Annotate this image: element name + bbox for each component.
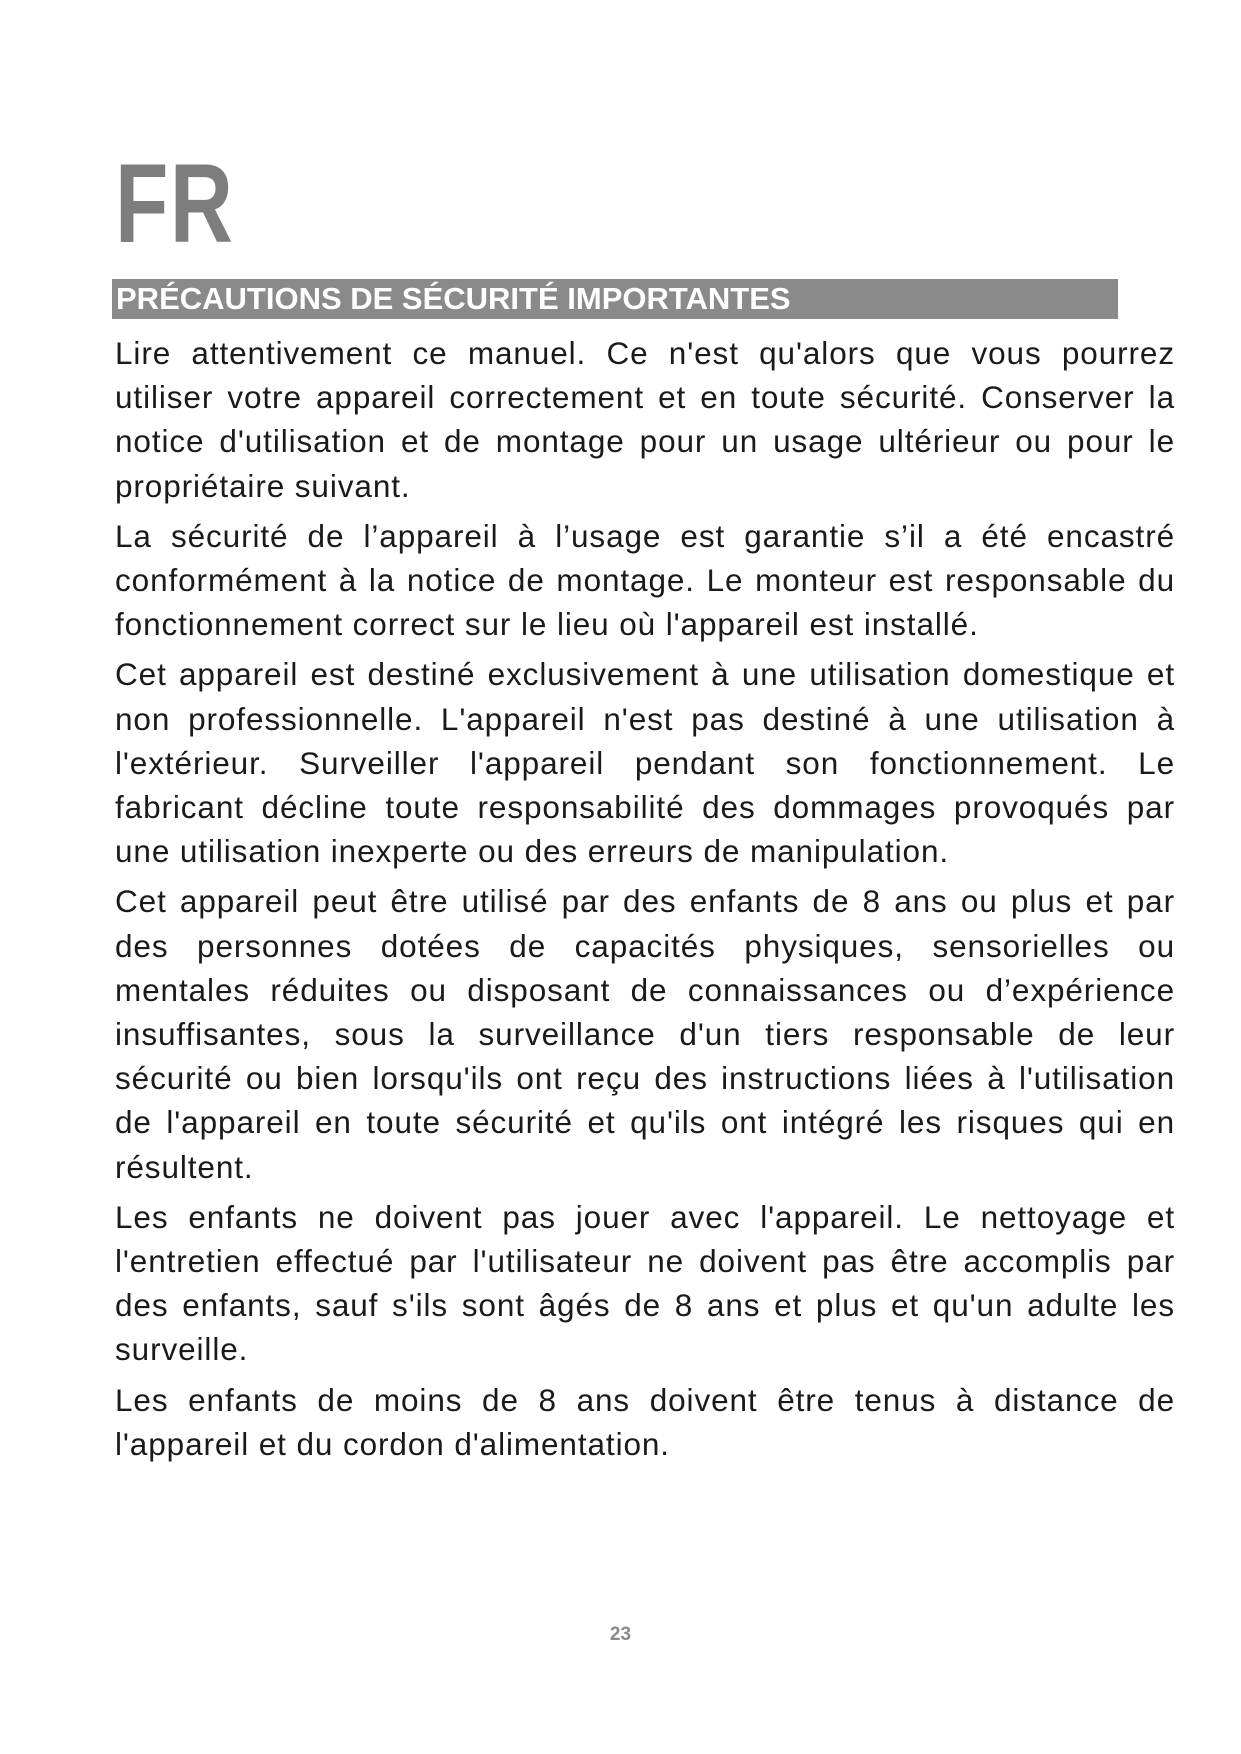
section-title-bar [112,279,1118,319]
section-title: PRÉCAUTIONS DE SÉCURITÉ IMPORTANTES [116,281,791,316]
paragraph-domestic-use: Cet appareil est destiné exclusivement à une utilisation domestique et non professionnelle. L'appareil n'est pas destiné à une utilisation à l'extérieur. Surveiller l'appareil pendant son fonctionnement. Le fabricant décline toute responsabilité des dommages provoqués par une utilisation inexperte ou des erreurs de manipulation. [115,656,1175,870]
language-code: FR [115,141,235,266]
paragraph-children-distance: Les enfants de moins de 8 ans doivent être tenus à distance de l'appareil et du cordon d'alimentation. [115,1381,1175,1462]
body-text [115,331,1175,1472]
paragraph-read-manual: Lire attentivement ce manuel. Ce n'est qu'alors que vous pourrez utiliser votre appareil correctement et en toute sécurité. Conserver la notice d'utilisation et de montage pour un usage ultérieur ou pour le propriétaire suivant. [115,335,1175,504]
paragraph-children-and-persons: Cet appareil peut être utilisé par des enfants de 8 ans ou plus et par des personnes dotées de capacités physiques, sensorielles ou mentales réduites ou disposant de connaissances ou d’expérience insuffisantes, sous la surveillance d'un tiers responsable de leur sécurité ou bien lorsqu'ils ont reçu des instructions liées à l'utilisation de l'appareil en toute sécurité et qu'ils ont intégré les risques qui en résultent. [115,883,1175,1185]
paragraph-children-play: Les enfants ne doivent pas jouer avec l'appareil. Le nettoyage et l'entretien effectué par l'utilisateur ne doivent pas être accomplis par des enfants, sauf s'ils sont âgés de 8 ans et plus et qu'un adulte les surveille. [115,1198,1175,1368]
page-number: 23 [609,1624,632,1645]
paragraph-installation-safety: La sécurité de l’appareil à l’usage est garantie s’il a été encastré conformément à la notice de montage. Le monteur est responsable du fonctionnement correct sur le lieu où l'appareil est installé. [115,517,1175,643]
